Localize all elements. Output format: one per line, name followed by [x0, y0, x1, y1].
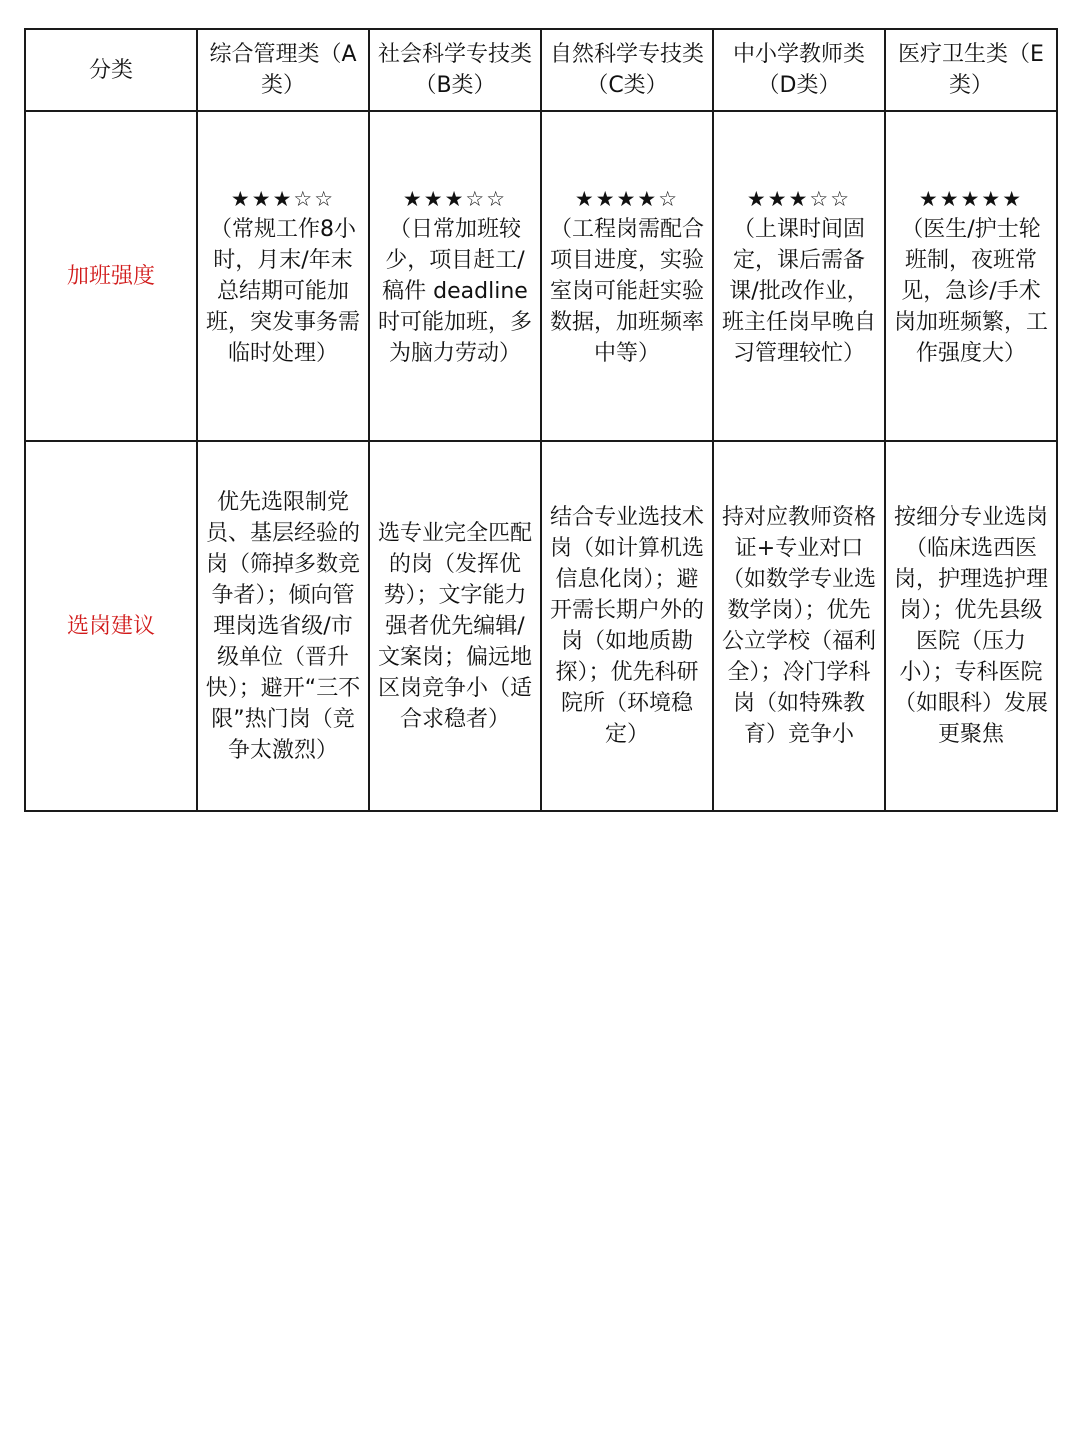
header-corner-cell: 分类 [25, 29, 197, 111]
header-row [25, 29, 1057, 111]
overtime-description: （常规工作8小时，月末/年末总结期可能加班，突发事务需临时处理） [205, 216, 360, 366]
overtime-description: （工程岗需配合项目进度，实验室岗可能赶实验数据，加班频率中等） [549, 216, 704, 366]
header-cell-category-a: 综合管理类（A类） [197, 29, 369, 111]
rating-stars: ★★★★☆ [574, 186, 680, 211]
overtime-cell-d [713, 111, 885, 441]
overtime-description: （医生/护士轮班制，夜班常见，急诊/手术岗加班频繁，工作强度大） [893, 216, 1048, 366]
header-cell-category-b: 社会科学专技类（B类） [369, 29, 541, 111]
overtime-cell-c [541, 111, 713, 441]
rating-stars: ★★★★★ [918, 186, 1024, 211]
overtime-cell-e [885, 111, 1057, 441]
rating-stars: ★★★☆☆ [746, 186, 852, 211]
advice-cell-e: 按细分专业选岗（临床选西医岗，护理选护理岗）；优先县级医院（压力小）；专科医院（如眼科）发展更聚焦 [885, 441, 1057, 811]
overtime-cell-b [369, 111, 541, 441]
overtime-description: （上课时间固定，课后需备课/批改作业，班主任岗早晚自习管理较忙） [721, 216, 876, 366]
header-cell-category-d: 中小学教师类（D类） [713, 29, 885, 111]
advice-cell-d: 持对应教师资格证+专业对口（如数学专业选数学岗）；优先公立学校（福利全）；冷门学科岗（如特殊教育）竞争小 [713, 441, 885, 811]
comparison-table [24, 28, 1058, 812]
row-label-overtime: 加班强度 [25, 111, 197, 441]
header-cell-category-e: 医疗卫生类（E类） [885, 29, 1057, 111]
advice-cell-a: 优先选限制党员、基层经验的岗（筛掉多数竞争者）；倾向管理岗选省级/市级单位（晋升快）；避开“三不限”热门岗（竞争太激烈） [197, 441, 369, 811]
header-cell-category-c: 自然科学专技类（C类） [541, 29, 713, 111]
overtime-description: （日常加班较少，项目赶工/稿件 deadline 时可能加班，多为脑力劳动） [377, 216, 532, 366]
overtime-row [25, 111, 1057, 441]
rating-stars: ★★★☆☆ [230, 186, 336, 211]
advice-row [25, 441, 1057, 811]
advice-cell-c: 结合专业选技术岗（如计算机选信息化岗）；避开需长期户外的岗（如地质勘探）；优先科研院所（环境稳定） [541, 441, 713, 811]
advice-cell-b: 选专业完全匹配的岗（发挥优势）；文字能力强者优先编辑/文案岗；偏远地区岗竞争小（适合求稳者） [369, 441, 541, 811]
overtime-cell-a [197, 111, 369, 441]
row-label-advice: 选岗建议 [25, 441, 197, 811]
rating-stars: ★★★☆☆ [402, 186, 508, 211]
